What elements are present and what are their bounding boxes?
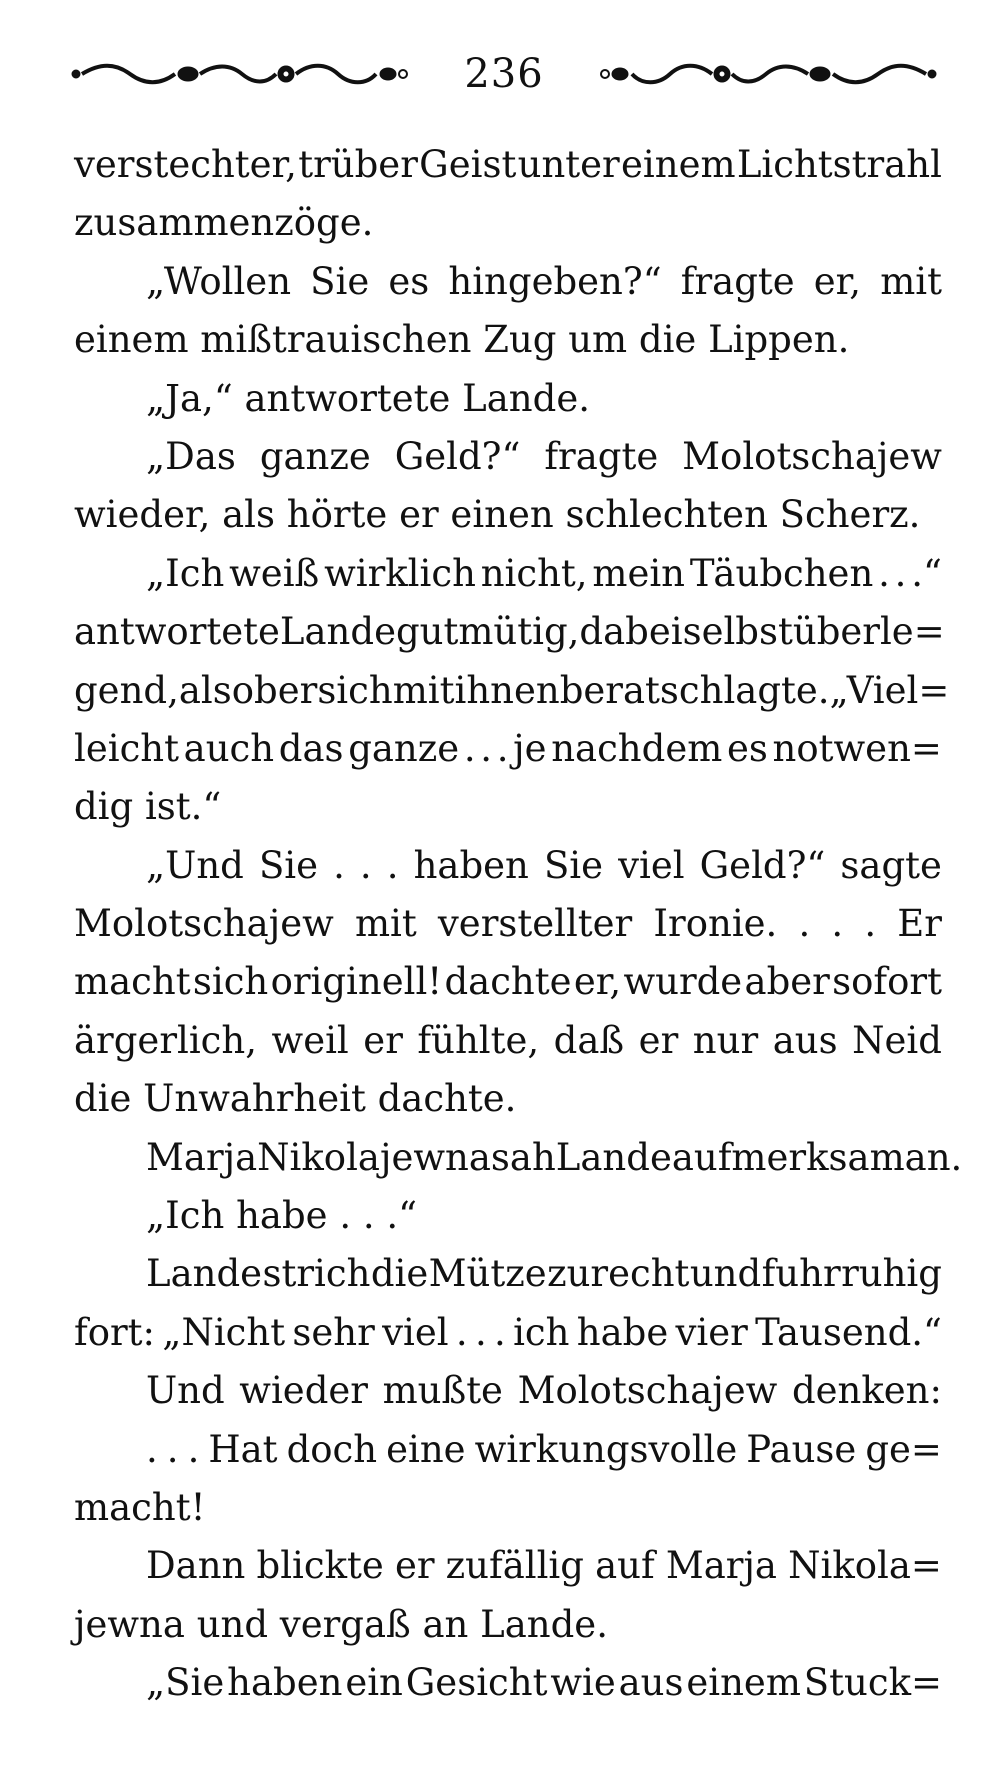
text-line: „Ich habe . . .“ [146,1194,418,1238]
text-line: leicht auch das ganze . . . je nachdem es notwen= [74,726,942,770]
page-body-text [74,136,963,1713]
text-line: die Unwahrheit dachte. [74,1077,517,1121]
left-ornament-icon [70,59,410,89]
text-line: antwortete Lande gutmütig, dabei selbst überle= [74,610,945,654]
text-line: gend, als ob er sich mit ihnen beratschlagte. „Viel= [74,668,950,712]
text-line: Marja Nikolajewna sah Lande aufmerksam an. [146,1135,963,1179]
text-line: Molotschajew mit verstellter Ironie. . . . Er [74,902,942,946]
text-line: macht sich originell! dachte er, wurde aber sofort [74,960,942,1004]
text-line: macht! [74,1485,206,1529]
text-line: wieder, als hörte er einen schlechten Scherz. [74,493,921,537]
text-line: ärgerlich, weil er fühlte, daß er nur aus Neid [74,1018,942,1062]
text-line: „Ja,“ antwortete Lande. [146,376,590,420]
text-line: „Und Sie . . . haben Sie viel Geld?“ sagte [146,843,942,887]
right-ornament-icon [598,59,938,89]
text-line: fort: „Nicht sehr viel . . . ich habe vier Tausend.“ [74,1310,942,1354]
text-line: „Wollen Sie es hingeben?“ fragte er, mit [146,259,942,303]
text-line: dig ist.“ [74,785,222,829]
text-line: Und wieder mußte Molotschajew denken: [146,1369,942,1413]
text-line: jewna und vergaß an Lande. [74,1602,608,1646]
text-line: . . . Hat doch eine wirkungsvolle Pause ge= [146,1427,942,1471]
text-line: „Das ganze Geld?“ fragte Molotschajew [146,434,942,478]
text-line: „Sie haben ein Gesicht wie aus einem Stuck= [146,1661,942,1705]
page-header [70,44,938,104]
text-line: zusammenzöge. [74,201,374,245]
text-line: „Ich weiß wirklich nicht, mein Täubchen . . .“ [146,551,942,595]
text-line: einem mißtrauischen Zug um die Lippen. [74,318,850,362]
text-line: verstechter, trüber Geist unter einem Lichtstrahl [74,143,942,186]
text-line: Lande strich die Mütze zurecht und fuhr ruhig [146,1252,942,1296]
page-number: 236 [464,51,544,97]
text-line: Dann blickte er zufällig auf Marja Nikola= [146,1544,942,1588]
